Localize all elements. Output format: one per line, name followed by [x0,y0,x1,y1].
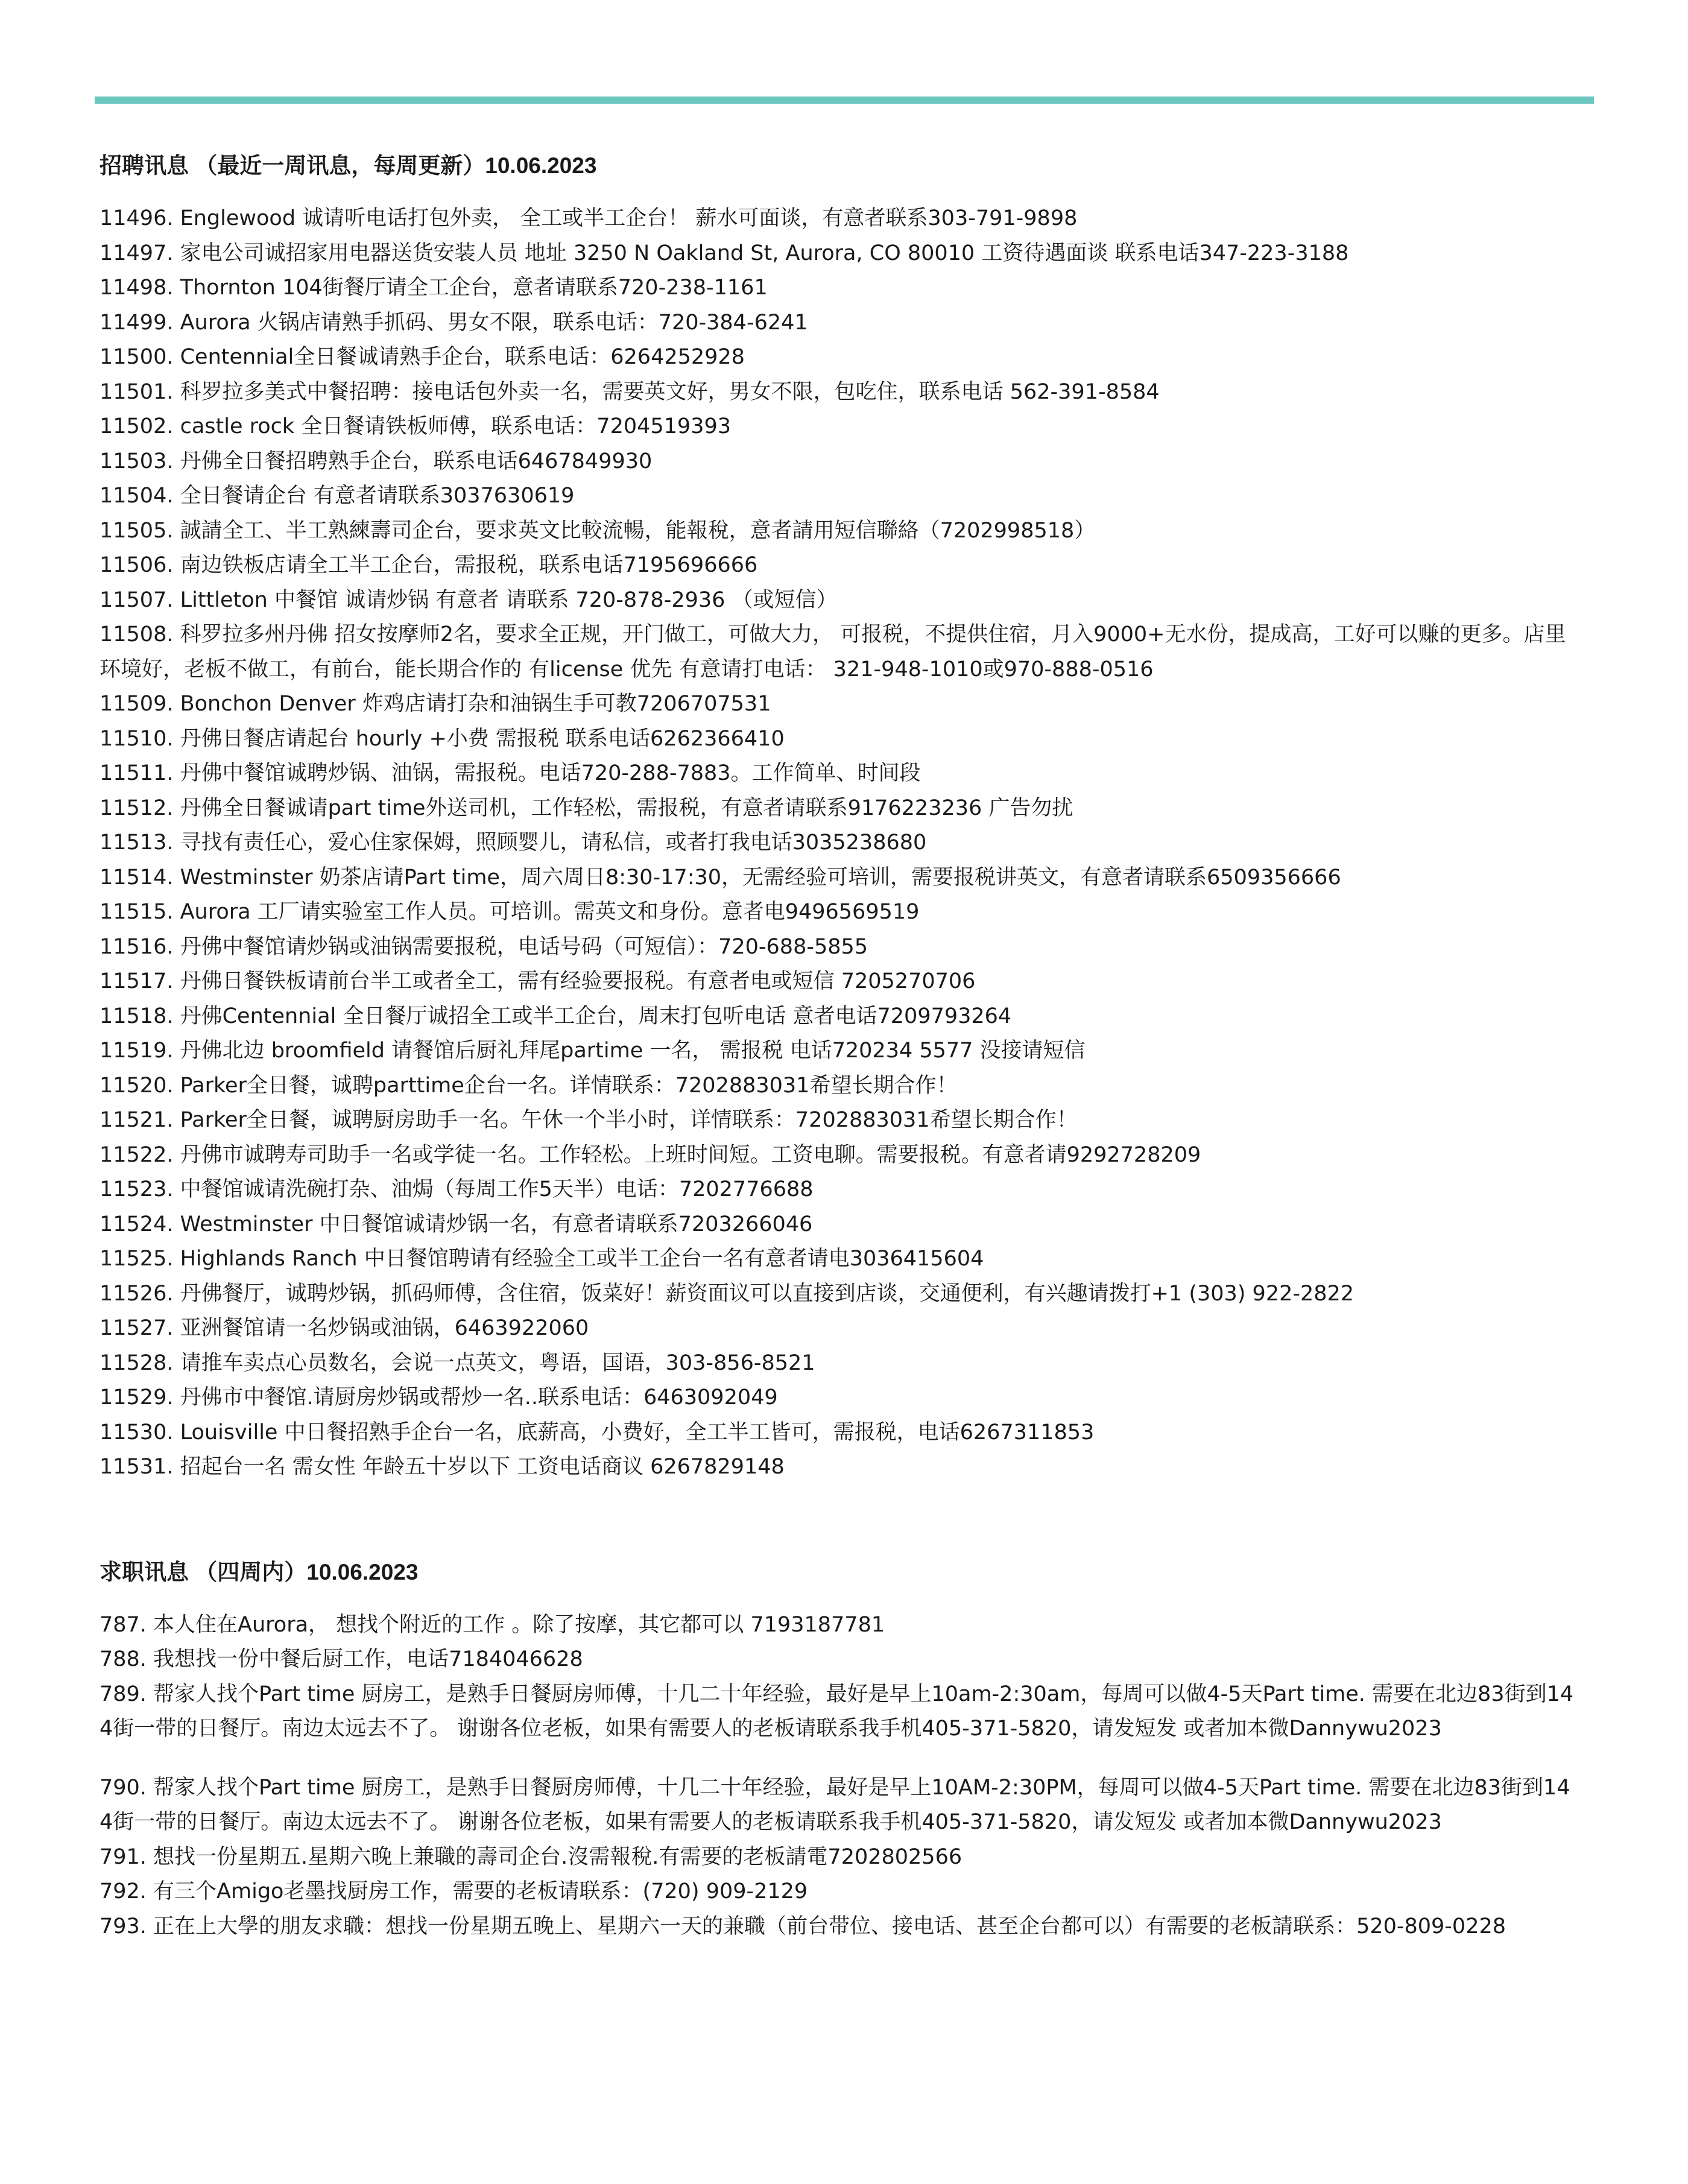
job-listing-item: 11518. 丹佛Centennial 全日餐厅诚招全工或半工企台，周末打包听电话 意者电话7209793264 [100,1004,1012,1028]
job-listings-list [100,201,1583,1485]
job-listings-section [100,151,1583,1485]
job-listing-item: 11517. 丹佛日餐铁板请前台半工或者全工，需有经验要报税。有意者电或短信 7205270706 [100,969,976,993]
job-listing-item: 11529. 丹佛市中餐馆.请厨房炒锅或帮炒一名..联系电话：6463092049 [100,1385,778,1410]
job-listing-item: 11525. Highlands Ranch 中日餐馆聘请有经验全工或半工企台一名有意者请电3036415604 [100,1247,984,1271]
job-listing-item: 11508. 科罗拉多州丹佛 招女按摩师2名，要求全正规，开门做工，可做大力， 可报税，不提供住宿，月入9000+无水份，提成高，工好可以赚的更多。店里环境好，老板不做工，有前台，能长期合作的 有license 优先 有意请打电话： 321-948-1010或970-888-0516 [100,622,1566,682]
job-listings-title: 招聘讯息 （最近一周讯息，每周更新）10.06.2023 [100,153,597,178]
job-listing-item: 11497. 家电公司诚招家用电器送货安装人员 地址 3250 N Oakland St, Aurora, CO 80010 工资待遇面谈 联系电话347-223-3188 [100,241,1349,265]
job-listing-item: 11511. 丹佛中餐馆诚聘炒锅、油锅，需报税。电话720-288-7883。工作简单、时间段 [100,761,921,785]
job-seeking-list [100,1608,1583,1945]
job-listing-item: 11530. Louisville 中日餐招熟手企台一名，底薪高，小费好，全工半工皆可，需报税，电话6267311853 [100,1420,1095,1445]
job-listing-item: 11509. Bonchon Denver 炸鸡店请打杂和油锅生手可教7206707531 [100,692,771,716]
job-listing-item: 11500. Centennial全日餐诚请熟手企台，联系电话：6264252928 [100,345,745,369]
job-listing-item: 11504. 全日餐请企台 有意者请联系3037630619 [100,484,575,508]
header-rule [95,97,1594,104]
job-listing-item: 11522. 丹佛市诚聘寿司助手一名或学徒一名。工作轻松。上班时间短。工资电聊。需要报税。有意者请9292728209 [100,1142,1201,1167]
job-listing-item: 11513. 寻找有责任心，爱心住家保姆，照顾婴儿，请私信，或者打我电话3035238680 [100,831,927,855]
job-listing-item: 11528. 请推车卖点心员数名，会说一点英文，粤语，国语，303-856-8521 [100,1350,815,1375]
job-listing-item: 11502. castle rock 全日餐请铁板师傅，联系电话：7204519393 [100,414,731,438]
job-listing-item: 11506. 南边铁板店请全工半工企台，需报税，联系电话7195696666 [100,553,758,577]
job-listing-item: 11523. 中餐馆诚请洗碗打杂、油焗（每周工作5天半）电话：7202776688 [100,1177,814,1201]
job-listing-item: 11514. Westminster 奶茶店请Part time，周六周日8:30-17:30，无需经验可培训，需要报税讲英文，有意者请联系6509356666 [100,865,1341,890]
job-listing-item: 11507. Littleton 中餐馆 诚请炒锅 有意者 请联系 720-878-2936 （或短信） [100,587,838,612]
job-listing-item: 11526. 丹佛餐厅，诚聘炒锅，抓码师傅，含住宿，饭菜好！薪资面议可以直接到店谈，交通便利，有兴趣请拨打+1 (303) 922-2822 [100,1281,1355,1306]
job-listing-item: 11527. 亚洲餐馆请一名炒锅或油锅，6463922060 [100,1316,589,1340]
job-seeking-item: 787. 本人住在Aurora， 想找个附近的工作 。除了按摩，其它都可以 7193187781 [100,1612,885,1637]
job-listing-item: 11503. 丹佛全日餐招聘熟手企台，联系电话6467849930 [100,449,653,473]
job-seeking-title: 求职讯息 （四周内）10.06.2023 [100,1559,419,1584]
job-listing-item: 11520. Parker全日餐，诚聘parttime企台一名。详情联系：7202883031希望长期合作！ [100,1073,958,1098]
job-listing-item: 11521. Parker全日餐，诚聘厨房助手一名。午休一个半小时，详情联系：7202883031希望长期合作！ [100,1108,1078,1132]
job-listing-item: 11524. Westminster 中日餐馆诚请炒锅一名，有意者请联系7203266046 [100,1212,813,1236]
job-seeking-item: 791. 想找一份星期五.星期六晚上兼職的壽司企台.沒需報稅.有需要的老板請電7202802566 [100,1844,963,1869]
job-seeking-item: 790. 帮家人找个Part time 厨房工，是熟手日餐厨房师傅，十几二十年经验，最好是早上10AM-2:30PM，每周可以做4-5天Part time. 需要在北边83街到144街一带的日餐厅。南边太远去不了。 谢谢各位老板，如果有需要人的老板请联系我手机405-371-5820，请发短发 或者加本微Dannywu2023 [100,1775,1570,1834]
job-listing-item: 11505. 誠請全工、半工熟練壽司企台，要求英文比較流暢，能報稅，意者請用短信聯絡（7202998518） [100,518,1096,543]
job-listing-item: 11516. 丹佛中餐馆请炒锅或油锅需要报税，电话号码（可短信）：720-688-5855 [100,934,868,959]
job-seeking-item: 793. 正在上大學的朋友求職：想找一份星期五晚上、星期六一天的兼職（前台带位、接电话、甚至企台都可以）有需要的老板請联系：520-809-0228 [100,1914,1506,1939]
job-seeking-item: 792. 有三个Amigo老墨找厨房工作，需要的老板请联系：(720) 909-2129 [100,1879,808,1904]
job-listing-item: 11510. 丹佛日餐店请起台 hourly +小费 需报税 联系电话6262366410 [100,726,785,751]
job-listing-item: 11499. Aurora 火锅店请熟手抓码、男女不限，联系电话：720-384-6241 [100,310,808,335]
job-listing-item: 11515. Aurora 工厂请实验室工作人员。可培训。需英文和身份。意者电9496569519 [100,900,920,924]
job-seeking-item: 788. 我想找一份中餐后厨工作，电话7184046628 [100,1647,583,1671]
job-seeking-section [100,1557,1583,1945]
document-body [100,151,1583,1944]
job-listing-item: 11531. 招起台一名 需女性 年龄五十岁以下 工资电话商议 6267829148 [100,1455,785,1479]
job-listing-item: 11512. 丹佛全日餐诚请part time外送司机，工作轻松，需报税，有意者请联系9176223236 广告勿扰 [100,796,1073,820]
job-listing-item: 11519. 丹佛北边 broomfield 请餐馆后厨礼拜尾partime 一名， 需报税 电话720234 5577 没接请短信 [100,1039,1086,1063]
job-listing-item: 11498. Thornton 104街餐厅请全工企台，意者请联系720-238-1161 [100,276,768,300]
job-listing-item: 11501. 科罗拉多美式中餐招聘：接电话包外卖一名，需要英文好，男女不限，包吃住，联系电话 562-391-8584 [100,379,1160,404]
job-listing-item: 11496. Englewood 诚请听电话打包外卖， 全工或半工企台！ 薪水可面谈，有意者联系303-791-9898 [100,206,1078,230]
job-seeking-item: 789. 帮家人找个Part time 厨房工，是熟手日餐厨房师傅，十几二十年经验，最好是早上10am-2:30am，每周可以做4-5天Part time. 需要在北边83街到144街一带的日餐厅。南边太远去不了。 谢谢各位老板，如果有需要人的老板请联系我手机405-371-5820，请发短发 或者加本微Dannywu2023 [100,1682,1574,1741]
